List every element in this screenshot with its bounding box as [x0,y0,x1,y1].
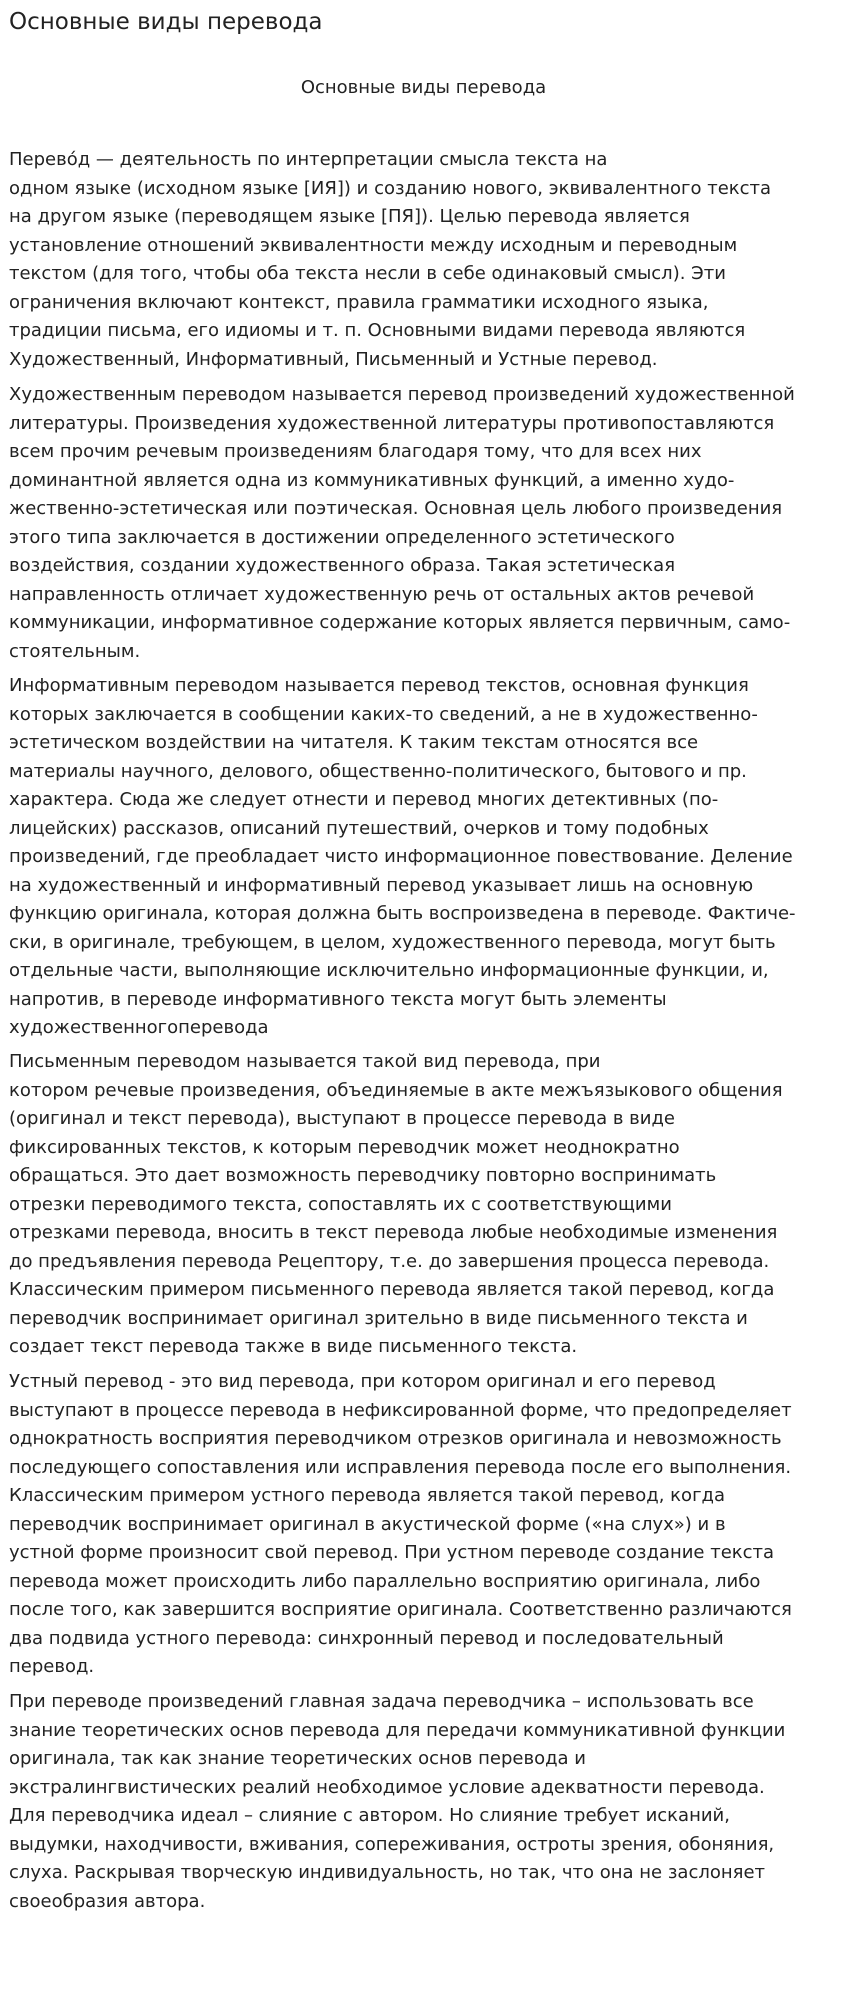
paragraph-written-translation [9,1048,783,1362]
text-line: последующего сопоставления или исправления перевода после его выполнения. [9,1456,792,1478]
text-line: фиксированных текстов, к которым переводчик может неоднократно [9,1136,680,1158]
text-line: Информативным переводом называется перевод текстов, основная функция [9,675,749,696]
text-line: воздействия, создании художественного образа. Такая эстетическая [9,555,676,576]
text-line: отрезками перевода, вносить в текст перевода любые необходимые изменения [9,1222,778,1243]
text-line: (оригинал и текст перевода), выступают в процессе перевода в виде [9,1108,675,1129]
text-line: переводчик воспринимает оригинал в акустической форме («на слух») и в [9,1513,726,1535]
text-line: характера. Сюда же следует отнести и перевод многих детективных (по- [9,789,719,810]
text-line: текстом (для того, чтобы оба текста несли в себе одинаковый смысл). Эти [9,263,726,284]
text-line: отдельные части, выполняющие исключительно информационные функции, и, [9,960,769,981]
text-line: выдумки, находчивости, вживания, сопереживания, остроты зрения, обоняния, [9,1833,775,1855]
text-line: направленность отличает художественную речь от остальных актов речевой [9,583,755,605]
text-line: При переводе произведений главная задача переводчика – использовать все [9,1691,754,1712]
text-line: ски, в оригинале, требующем, в целом, художественного перевода, могут быть [9,931,776,953]
text-line: устной форме произносит свой перевод. При устном переводе создание текста [9,1542,775,1563]
text-line: одном языке (исходном языке [ИЯ]) и созданию нового, эквивалентного текста [9,177,772,199]
text-line: произведений, где преобладает чисто информационное повествование. Деление [9,846,793,867]
text-line: Для переводчика идеал – слияние с автором. Но слияние требует исканий, [9,1805,730,1826]
text-line: на художественный и информативный перевод указывает лишь на основную [9,874,754,896]
text-line: оригинала, так как знание теоретических основ перевода и [9,1748,586,1769]
text-line: выступают в процессе перевода в нефиксированной форме, что предопределяет [9,1399,792,1421]
text-line: два подвида устного перевода: синхронный перевод и последовательный [9,1627,724,1649]
text-line: традиции письма, его идиомы и т. п. Основными видами перевода являются [9,320,746,341]
text-line: на другом языке (переводящем языке [ПЯ]). Целью перевода является [9,206,690,227]
text-line: литературы. Произведения художественной литературы противопоставляются [9,412,775,434]
text-line: доминантной является одна из коммуникативных функций, а именно худо- [9,469,735,491]
text-line: Художественным переводом называется перевод произведений художественной [9,384,795,405]
paragraph-informative-translation [9,672,796,1043]
text-line: слуха. Раскрывая творческую индивидуальность, но так, что она не заслоняет [9,1862,766,1883]
text-line: экстралингвистических реалий необходимое условие адекватности перевода. [9,1776,765,1798]
text-line: этого типа заключается в достижении определенного эстетического [9,526,675,548]
text-line: Перево́д — деятельность по интерпретации смысла текста на [9,149,608,170]
text-line: обращаться. Это дает возможность переводчику повторно воспринимать [9,1165,717,1186]
text-line: художественногоперевода [9,1017,269,1038]
text-line: материалы научного, делового, общественно-политического, бытового и пр. [9,760,747,782]
text-line: функцию оригинала, которая должна быть воспроизведена в переводе. Фактиче- [9,903,796,924]
text-line: переводчик воспринимает оригинал зрительно в виде письменного текста и [9,1307,748,1329]
paragraph-literary-translation [9,381,795,666]
paragraph-oral-translation [9,1368,792,1682]
text-line: перевод. [9,1656,95,1677]
text-line: знание теоретических основ перевода для передачи коммуникативной функции [9,1719,786,1741]
text-line: Классическим примером устного перевода является такой перевод, когда [9,1485,726,1506]
text-line: ограничения включают контекст, правила грамматики исходного языка, [9,291,709,313]
text-line: Классическим примером письменного перевода является такой перевод, когда [9,1279,775,1300]
text-line: всем прочим речевым произведениям благодаря тому, что для всех них [9,441,702,462]
paragraph-translator-task [9,1688,785,1916]
text-line: эстетическом воздействии на читателя. К таким текстам относятся все [9,732,699,753]
text-line: своеобразия автора. [9,1890,206,1912]
text-line: однократность восприятия переводчиком отрезков оригинала и невозможность [9,1428,782,1449]
text-line: которых заключается в сообщении каких-то сведений, а не в художественно- [9,703,758,725]
document-title: Основные виды перевода [300,77,547,98]
text-line: перевода может происходить либо параллельно восприятию оригинала, либо [9,1570,761,1592]
text-line: коммуникации, информативное содержание которых является первичным, само- [9,612,791,633]
text-line: Художественный, Информативный, Письменный и Устные перевод. [9,348,658,370]
text-line: создает текст перевода также в виде письменного текста. [9,1336,578,1357]
text-line: котором речевые произведения, объединяемые в акте межъязыкового общения [9,1079,783,1101]
text-line: Устный перевод - это вид перевода, при котором оригинал и его перевод [9,1371,716,1392]
text-line: напротив, в переводе информативного текста могут быть элементы [9,988,667,1010]
text-line: стоятельным. [9,640,141,662]
text-line: отрезки переводимого текста, сопоставлять их с соответствующими [9,1193,672,1215]
text-line: Письменным переводом называется такой вид перевода, при [9,1051,601,1072]
text-line: лицейских) рассказов, описаний путешествий, очерков и тому подобных [9,817,709,839]
text-line: установление отношений эквивалентности между исходным и переводным [9,234,738,256]
paragraph-definition [9,146,771,374]
text-line: до предъявления перевода Рецептору, т.е. до завершения процесса перевода. [9,1250,770,1272]
page-heading: Основные виды перевода [9,9,323,35]
text-line: после того, как завершится восприятие оригинала. Соответственно различаются [9,1599,792,1620]
text-line: жественно-эстетическая или поэтическая. Основная цель любого произведения [9,498,783,519]
